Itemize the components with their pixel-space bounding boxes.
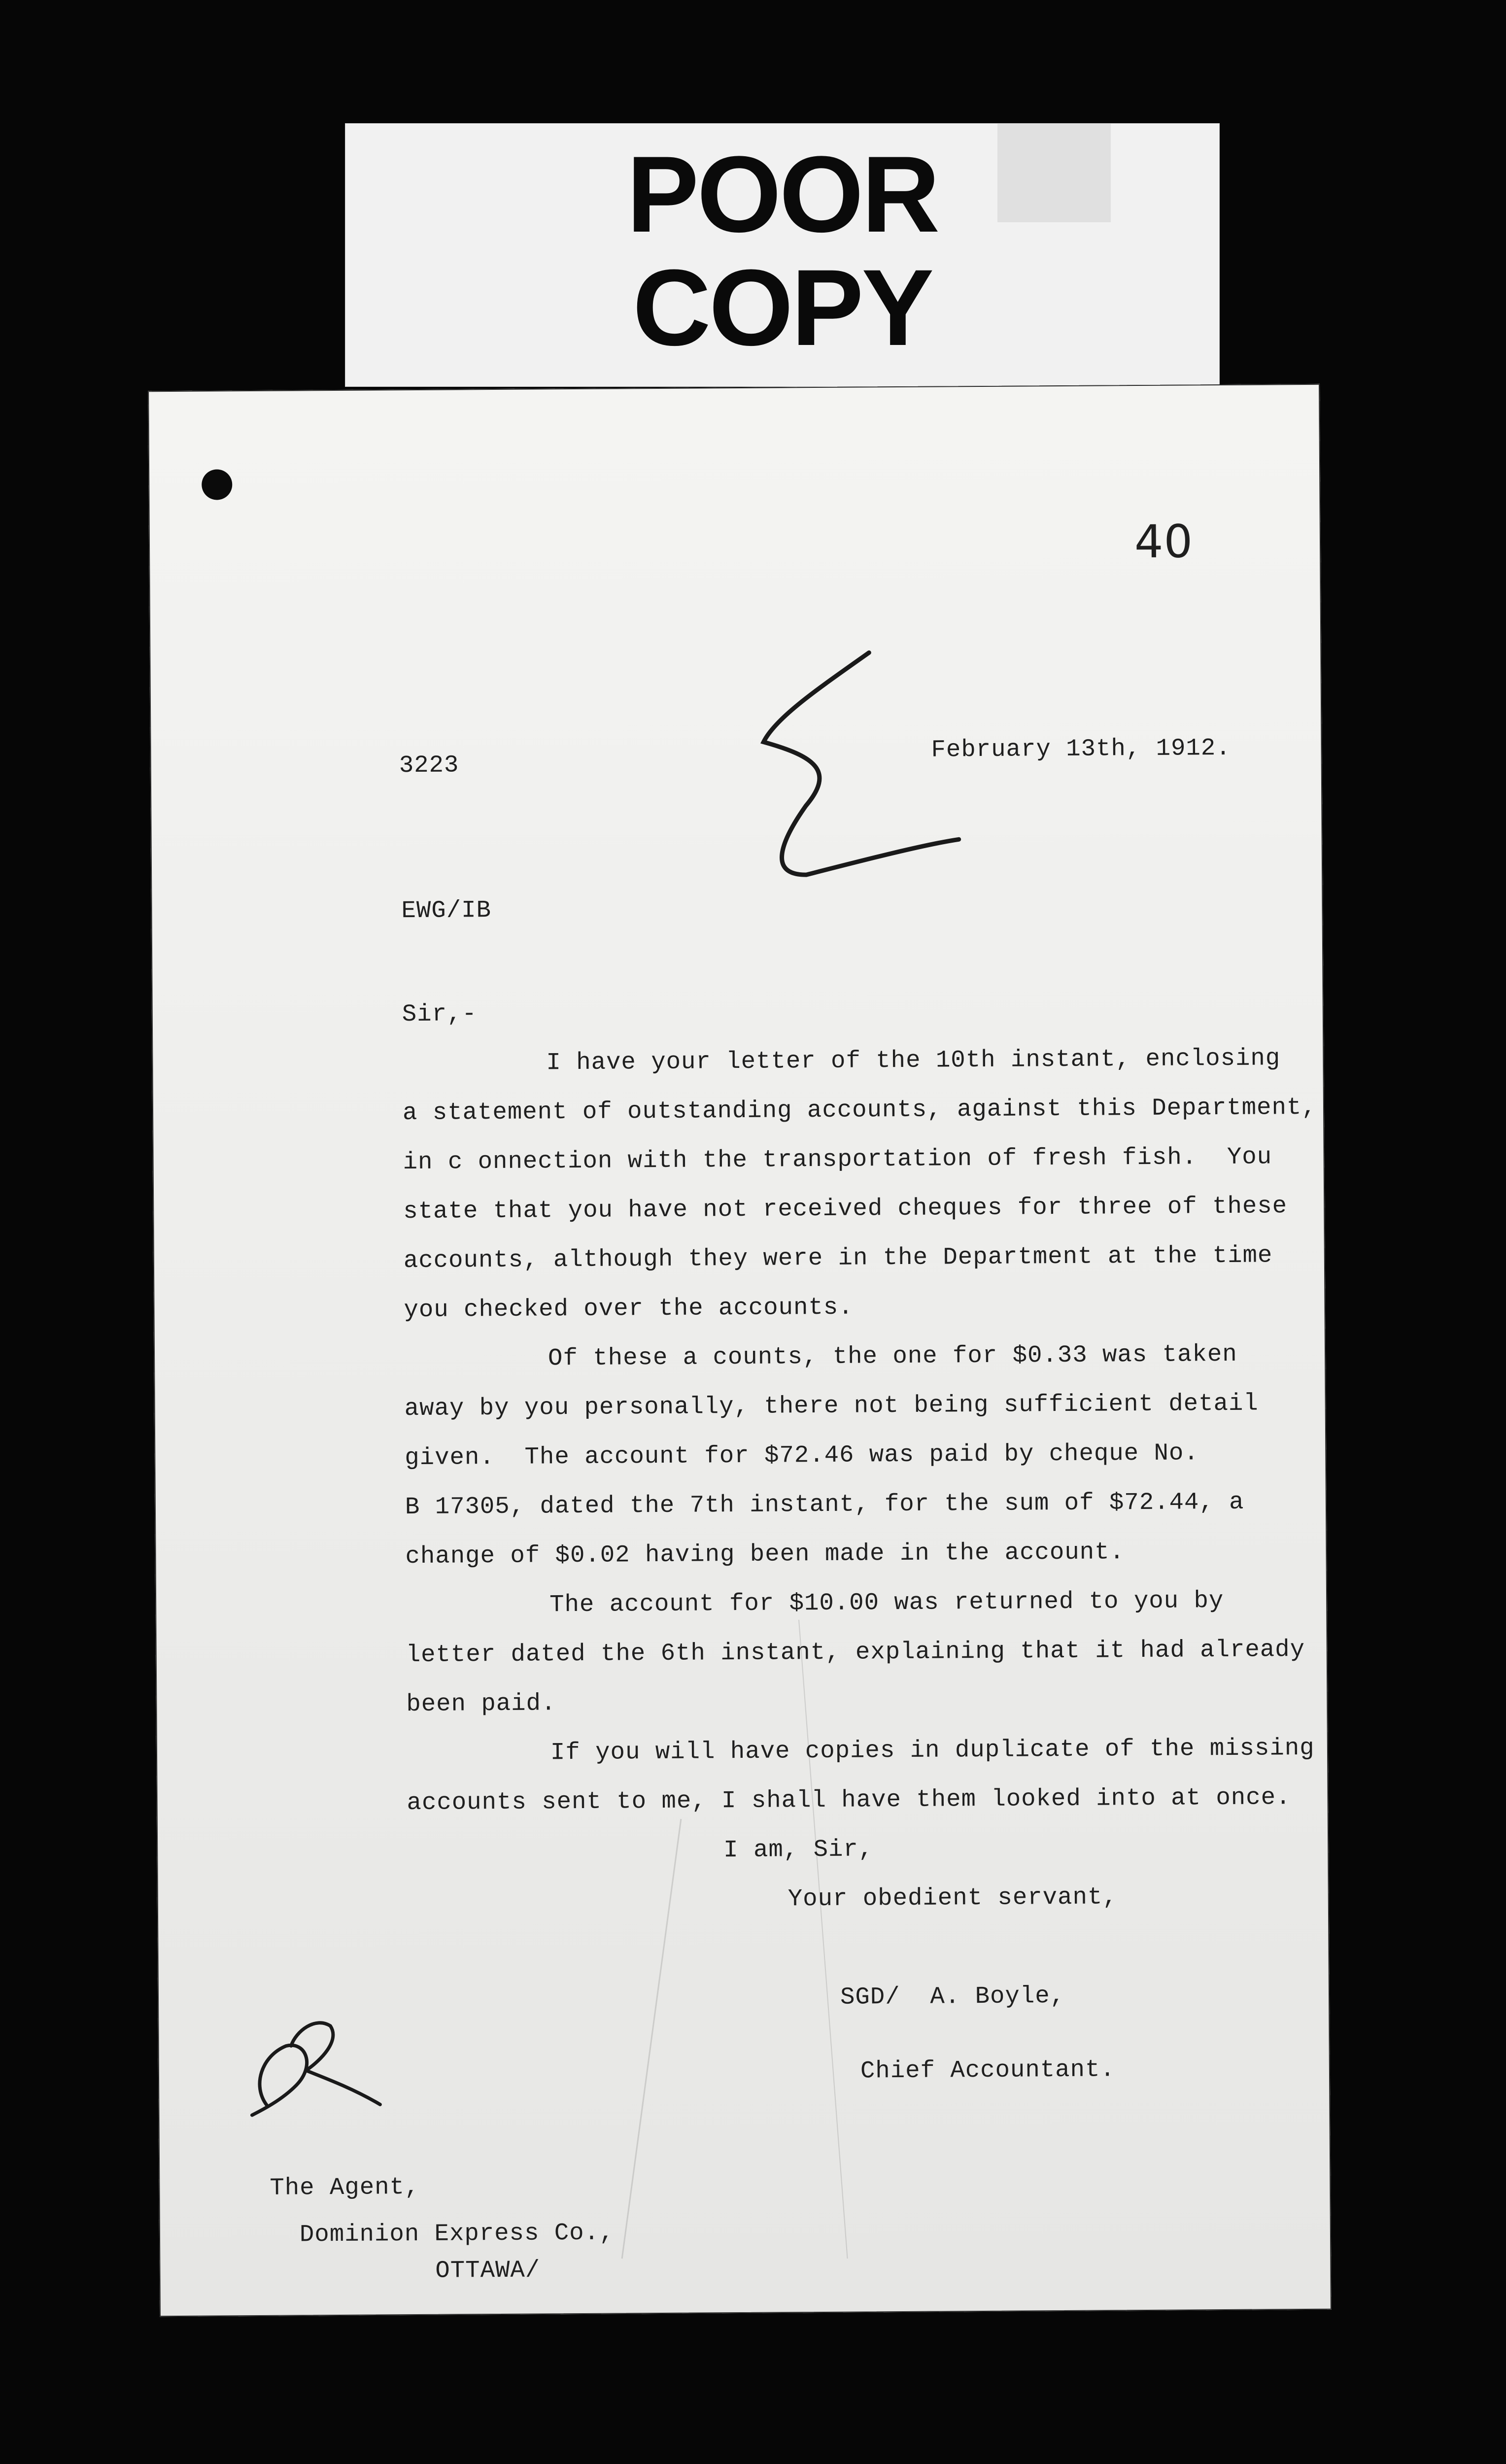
paper-crease xyxy=(798,1620,848,2259)
address-line: The Agent, xyxy=(270,2173,420,2202)
body-line: If you will have copies in duplicate of the missing xyxy=(550,1734,1315,1767)
body-line: letter dated the 6th instant, explaining that it had already xyxy=(406,1636,1305,1669)
stamp-line-2: COPY xyxy=(632,247,932,368)
address-line: OTTAWA/ xyxy=(435,2256,541,2285)
letter-date: February 13th, 1912. xyxy=(931,734,1231,764)
closing-line: Your obedient servant, xyxy=(787,1883,1118,1913)
paper-crease xyxy=(621,1819,682,2259)
signature-line: SGD/ A. Boyle, xyxy=(840,1982,1065,2011)
stamp-line-1: POOR xyxy=(626,134,938,255)
body-line: B 17305, dated the 7th instant, for the sum of $72.44, a xyxy=(405,1488,1244,1521)
signatory-title: Chief Accountant. xyxy=(860,2055,1115,2085)
file-number: 3223 xyxy=(399,751,459,780)
body-line: The account for $10.00 was returned to you by xyxy=(549,1587,1224,1619)
body-line: you checked over the accounts. xyxy=(404,1293,854,1324)
body-line: I have your letter of the 10th instant, enclosing xyxy=(546,1044,1281,1077)
body-line: been paid. xyxy=(406,1689,556,1718)
handwritten-reference-number: 40 xyxy=(1134,515,1194,569)
body-line: in c onnection with the transportation of fresh fish. You xyxy=(403,1143,1272,1176)
stamp-smudge xyxy=(997,124,1111,222)
body-line: state that you have not received cheques for three of these xyxy=(403,1192,1288,1226)
body-line: given. The account for $72.46 was paid by cheque No. xyxy=(405,1439,1199,1472)
handwritten-initials-mark xyxy=(232,1996,395,2145)
poor-copy-stamp xyxy=(345,123,1220,387)
body-line: Of these a counts, the one for $0.33 was taken xyxy=(548,1340,1237,1372)
letter-initials: EWG/IB xyxy=(401,896,492,925)
body-line: a statement of outstanding accounts, against this Department, xyxy=(402,1093,1317,1127)
body-line: change of $0.02 having been made in the account. xyxy=(405,1538,1125,1571)
body-line: away by you personally, there not being sufficient detail xyxy=(404,1389,1259,1423)
address-line: Dominion Express Co., xyxy=(299,2219,615,2249)
letter-page xyxy=(148,384,1332,2317)
body-line: accounts sent to me, I shall have them looked into at once. xyxy=(407,1783,1291,1817)
closing-line: I am, Sir, xyxy=(723,1835,874,1864)
body-line: accounts, although they were in the Department at the time xyxy=(403,1241,1273,1275)
punch-hole xyxy=(202,469,232,500)
handwritten-mark xyxy=(736,642,1082,920)
salutation: Sir,- xyxy=(402,1000,478,1028)
